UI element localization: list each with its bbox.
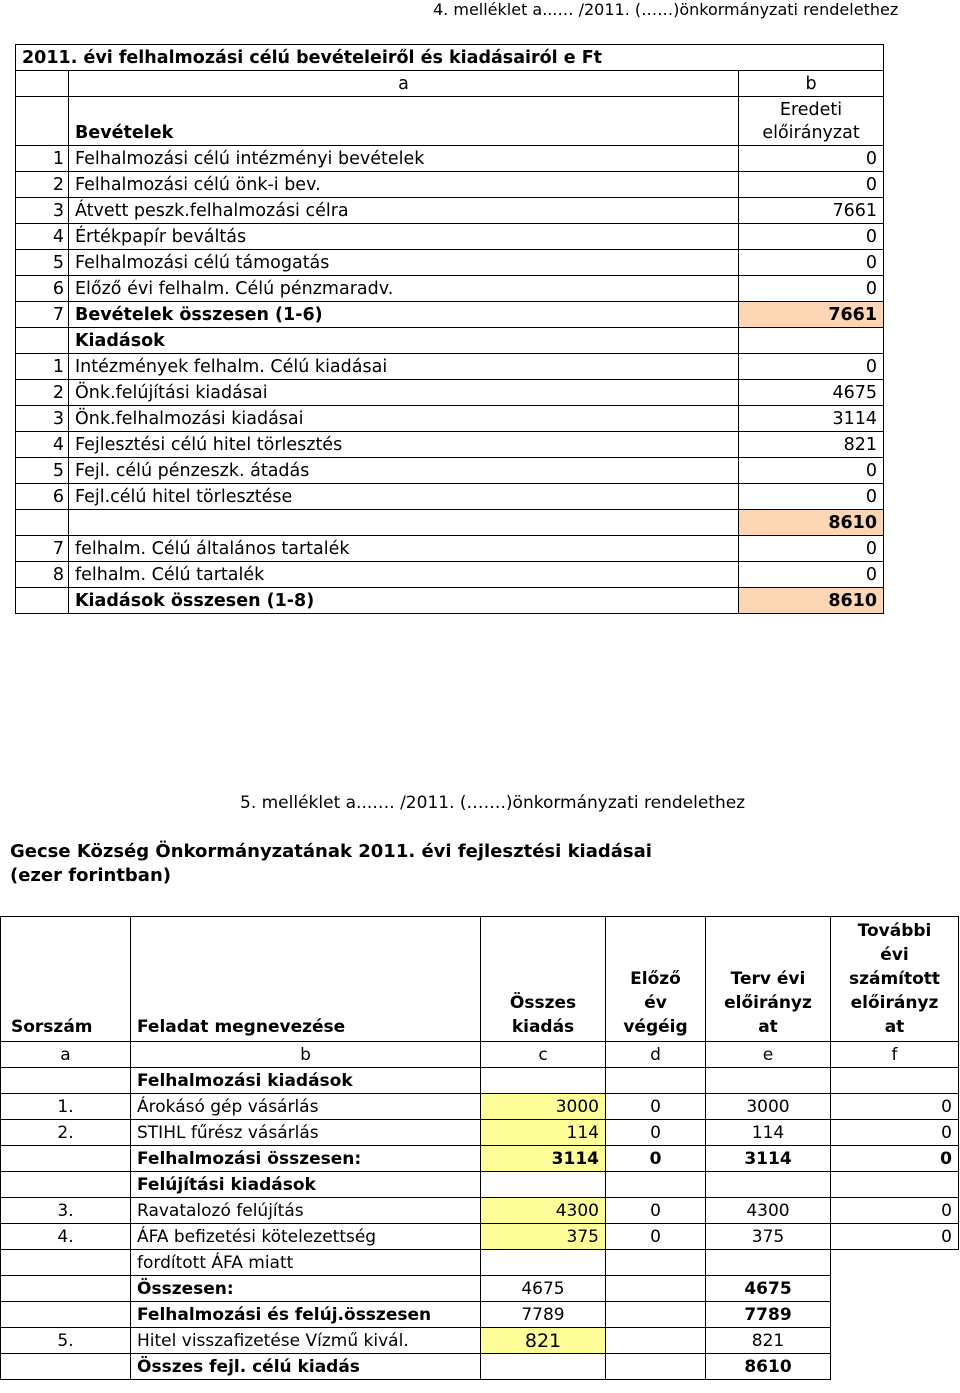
combined-total-row <box>1 1302 959 1328</box>
expense-subtotal-row <box>16 510 884 536</box>
header-terv-line3: at <box>758 1017 778 1037</box>
revenue-row <box>16 276 884 302</box>
header-osszes-line1: Összes <box>509 993 577 1013</box>
subtotal-plan: 4675 <box>706 1276 831 1302</box>
revenue-total-label: Bevételek összesen (1-6) <box>69 302 739 328</box>
expense-total-label: Kiadások összesen (1-8) <box>69 588 739 614</box>
header-tovabbi <box>831 917 959 1042</box>
row-number: 2 <box>16 172 69 198</box>
combined-total-label: Felhalmozási és felúj.összesen <box>131 1302 481 1328</box>
row-total: 821 <box>481 1328 606 1354</box>
row-further: 0 <box>831 1198 959 1224</box>
subtotal-total: 3114 <box>481 1146 606 1172</box>
row-name: STIHL fűrész vásárlás <box>131 1120 481 1146</box>
expense-total-value: 8610 <box>739 588 884 614</box>
row-label: Átvett peszk.felhalmozási célra <box>69 198 739 224</box>
column-a-label: a <box>69 71 739 97</box>
expense-subtotal-value: 8610 <box>739 510 884 536</box>
row-previous: 0 <box>606 1094 706 1120</box>
revenue-row <box>16 198 884 224</box>
column-heading-row <box>16 97 884 146</box>
row-number: 7 <box>16 302 69 328</box>
row-plan: 4300 <box>706 1198 831 1224</box>
expense-total-row <box>16 588 884 614</box>
annex-4-header: 4. melléklet a...… /2011. (……)önkormányzati rendelethez <box>433 0 899 19</box>
row-value: 0 <box>739 276 884 302</box>
header-feladat: Feladat megnevezése <box>131 917 481 1042</box>
section-heading-row <box>1 1172 959 1198</box>
row-number: 5 <box>16 458 69 484</box>
row-plan: 375 <box>706 1224 831 1250</box>
section-heading-capital: Felhalmozási kiadások <box>131 1068 481 1094</box>
row-label: Fejlesztési célú hitel törlesztés <box>69 432 739 458</box>
column-b-label: b <box>739 71 884 97</box>
row-label: Önk.felújítási kiadásai <box>69 380 739 406</box>
row-number: 3 <box>16 198 69 224</box>
subtotal-total: 4675 <box>481 1276 606 1302</box>
header-elozo-line3: végéig <box>623 1017 688 1037</box>
row-number: 8 <box>16 562 69 588</box>
expense-row <box>16 406 884 432</box>
row-label: felhalm. Célú tartalék <box>69 562 739 588</box>
combined-total-plan: 7789 <box>706 1302 831 1328</box>
letter-b: b <box>131 1042 481 1068</box>
grand-total-plan: 8610 <box>706 1354 831 1380</box>
row-number: 1 <box>16 146 69 172</box>
row-number: 4 <box>16 432 69 458</box>
expense-row <box>16 432 884 458</box>
expense-row <box>16 354 884 380</box>
row-number: 4. <box>1 1224 131 1250</box>
revenue-row <box>16 224 884 250</box>
row-number: 4 <box>16 224 69 250</box>
budget-heading-line1: Eredeti <box>779 100 843 120</box>
row-further: 0 <box>831 1094 959 1120</box>
table-row <box>1 1328 959 1354</box>
revenue-row <box>16 172 884 198</box>
table-row <box>1 1198 959 1224</box>
row-number: 1. <box>1 1094 131 1120</box>
subtotal-label: Felhalmozási összesen: <box>131 1146 481 1172</box>
letter-a: a <box>1 1042 131 1068</box>
section-heading-row <box>1 1068 959 1094</box>
row-total: 4300 <box>481 1198 606 1224</box>
row-number: 2 <box>16 380 69 406</box>
row-value: 3114 <box>739 406 884 432</box>
subtotal-row <box>1 1276 959 1302</box>
revenue-total-value: 7661 <box>739 302 884 328</box>
table-row <box>1 1224 959 1250</box>
row-number: 1 <box>16 354 69 380</box>
header-row <box>1 917 959 1042</box>
row-name-continuation: fordított ÁFA miatt <box>131 1250 481 1276</box>
header-tovabbi-line5: at <box>884 1017 905 1037</box>
row-further: 0 <box>831 1120 959 1146</box>
row-value: 0 <box>739 562 884 588</box>
expense-row <box>16 458 884 484</box>
row-plan: 3000 <box>706 1094 831 1120</box>
row-label: Önk.felhalmozási kiadásai <box>69 406 739 432</box>
budget-heading-line2: előirányzat <box>762 123 860 143</box>
table-row-continuation <box>1 1250 959 1276</box>
subtotal-further: 0 <box>831 1146 959 1172</box>
row-number: 2. <box>1 1120 131 1146</box>
subtotal-plan: 3114 <box>706 1146 831 1172</box>
section-title-line1: Gecse Község Önkormányzatának 2011. évi fejlesztési kiadásai <box>10 841 652 862</box>
row-plan: 114 <box>706 1120 831 1146</box>
table-row <box>1 1094 959 1120</box>
row-label: Előző évi felhalm. Célú pénzmaradv. <box>69 276 739 302</box>
row-previous: 0 <box>606 1120 706 1146</box>
header-tovabbi-line3: számított <box>848 969 941 989</box>
header-terv-line2: előirányz <box>724 993 812 1013</box>
row-number: 5. <box>1 1328 131 1354</box>
row-label: Fejl.célú hitel törlesztése <box>69 484 739 510</box>
row-value: 4675 <box>739 380 884 406</box>
header-terv-line1: Terv évi <box>730 969 806 989</box>
expense-row <box>16 484 884 510</box>
header-osszes <box>481 917 606 1042</box>
letter-f: f <box>831 1042 959 1068</box>
grand-total-label: Összes fejl. célú kiadás <box>131 1354 481 1380</box>
row-value: 821 <box>739 432 884 458</box>
section-title <box>10 840 652 888</box>
expense-row <box>16 380 884 406</box>
header-elozo <box>606 917 706 1042</box>
row-further: 0 <box>831 1224 959 1250</box>
letter-c: c <box>481 1042 606 1068</box>
letter-e: e <box>706 1042 831 1068</box>
header-tovabbi-line4: előirányz <box>850 993 939 1013</box>
row-label: Fejl. célú pénzeszk. átadás <box>69 458 739 484</box>
row-total: 3000 <box>481 1094 606 1120</box>
row-name: Ravatalozó felújítás <box>131 1198 481 1224</box>
grand-total-row <box>1 1354 959 1380</box>
row-value: 0 <box>739 458 884 484</box>
revenue-row <box>16 250 884 276</box>
subtotal-label: Összesen: <box>131 1276 481 1302</box>
table-title-row <box>16 45 884 71</box>
combined-total-total: 7789 <box>481 1302 606 1328</box>
row-label: Intézmények felhalm. Célú kiadásai <box>69 354 739 380</box>
revenue-row <box>16 146 884 172</box>
row-previous: 0 <box>606 1224 706 1250</box>
row-total: 114 <box>481 1120 606 1146</box>
header-sorszam: Sorszám <box>1 917 131 1042</box>
expense-row <box>16 562 884 588</box>
header-tovabbi-line2: évi <box>880 945 909 965</box>
expense-heading-row <box>16 328 884 354</box>
header-elozo-line1: Előző <box>630 969 681 989</box>
table-title: 2011. évi felhalmozási célú bevételeiről és kiadásairól e Ft <box>16 45 884 71</box>
budget-heading <box>739 97 884 146</box>
row-previous: 0 <box>606 1198 706 1224</box>
row-value: 0 <box>739 536 884 562</box>
row-value: 0 <box>739 484 884 510</box>
row-value: 7661 <box>739 198 884 224</box>
row-number: 5 <box>16 250 69 276</box>
header-tovabbi-line1: További <box>857 921 932 941</box>
row-number: 6 <box>16 484 69 510</box>
row-value: 0 <box>739 224 884 250</box>
row-number: 3. <box>1 1198 131 1224</box>
revenue-heading: Bevételek <box>69 97 739 146</box>
row-label: felhalm. Célú általános tartalék <box>69 536 739 562</box>
section-heading-renovation: Felújítási kiadások <box>131 1172 481 1198</box>
row-label: Értékpapír beváltás <box>69 224 739 250</box>
row-name: Hitel visszafizetése Vízmű kivál. <box>131 1328 481 1354</box>
header-elozo-line2: év <box>644 993 667 1013</box>
letter-row <box>1 1042 959 1068</box>
annex-5-header: 5. melléklet a...…. /2011. (…….)önkormányzati rendelethez <box>240 793 746 813</box>
expense-heading: Kiadások <box>69 328 739 354</box>
row-label: Felhalmozási célú támogatás <box>69 250 739 276</box>
development-expenses-table <box>0 916 959 1380</box>
table-row <box>1 1120 959 1146</box>
subtotal-previous: 0 <box>606 1146 706 1172</box>
row-label: Felhalmozási célú önk-i bev. <box>69 172 739 198</box>
header-terv <box>706 917 831 1042</box>
row-number: 6 <box>16 276 69 302</box>
row-name: Árokásó gép vásárlás <box>131 1094 481 1120</box>
row-number: 7 <box>16 536 69 562</box>
column-letter-row <box>16 71 884 97</box>
row-value: 0 <box>739 354 884 380</box>
header-osszes-line2: kiadás <box>511 1017 575 1037</box>
letter-d: d <box>606 1042 706 1068</box>
revenue-total-row <box>16 302 884 328</box>
row-number: 3 <box>16 406 69 432</box>
row-plan: 821 <box>706 1328 831 1354</box>
row-name: ÁFA befizetési kötelezettség <box>131 1224 481 1250</box>
row-total: 375 <box>481 1224 606 1250</box>
section-title-line2: (ezer forintban) <box>10 865 171 886</box>
row-value: 0 <box>739 250 884 276</box>
row-label: Felhalmozási célú intézményi bevételek <box>69 146 739 172</box>
row-value: 0 <box>739 172 884 198</box>
expense-row <box>16 536 884 562</box>
capital-budget-table <box>15 44 884 614</box>
row-value: 0 <box>739 146 884 172</box>
subtotal-row <box>1 1146 959 1172</box>
